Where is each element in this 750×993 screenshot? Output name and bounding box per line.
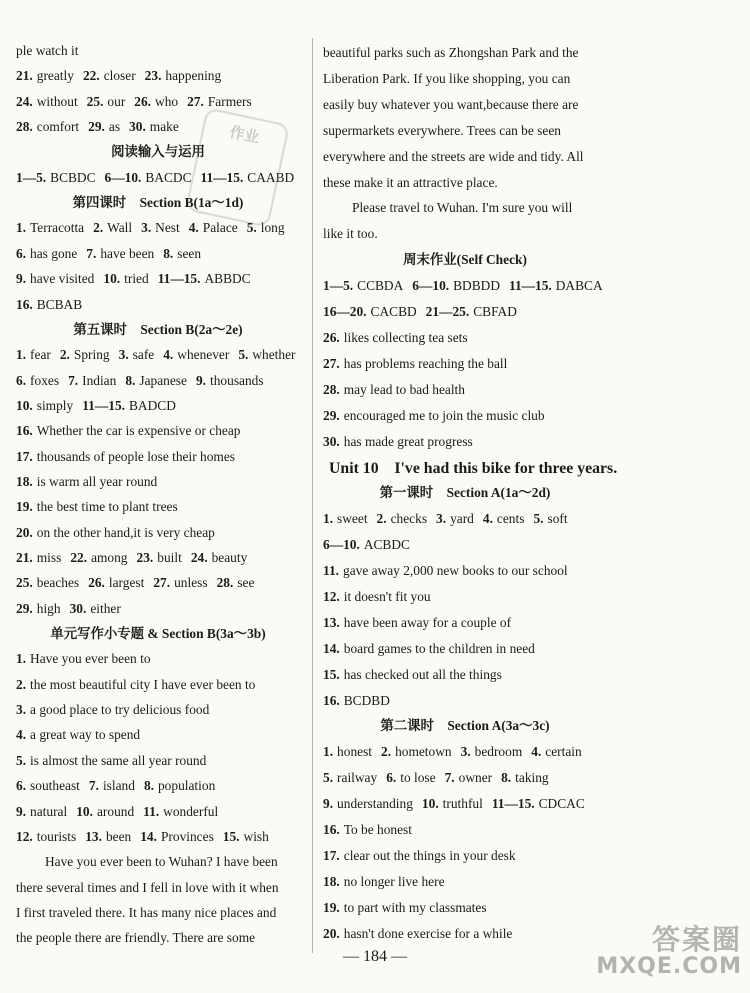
answer-text: high bbox=[36, 600, 61, 616]
answer-line bbox=[323, 278, 603, 294]
answer-text: CCBDA bbox=[357, 278, 404, 294]
answer-text: Wall bbox=[107, 220, 133, 236]
text-line: beautiful parks such as Zhongshan Park and the bbox=[323, 45, 579, 60]
question-number: 7. bbox=[68, 372, 79, 388]
question-number: 4. bbox=[482, 511, 493, 527]
answer-text: is warm all year round bbox=[36, 473, 158, 489]
question-number: 14. bbox=[323, 640, 340, 656]
answer-line bbox=[16, 829, 269, 845]
question-number: 10. bbox=[421, 796, 439, 812]
question-number: 1—5. bbox=[323, 278, 354, 294]
text-line: ple watch it bbox=[16, 43, 79, 58]
answer-text: among bbox=[91, 550, 128, 565]
question-number: 3. bbox=[460, 744, 471, 760]
answer-line bbox=[16, 677, 255, 693]
answer-line bbox=[16, 778, 215, 794]
answer-text: gave away 2,000 new books to our school bbox=[343, 563, 568, 578]
answer-text: Terracotta bbox=[30, 220, 85, 236]
answer-text: safe bbox=[132, 347, 155, 363]
question-number: 21—25. bbox=[425, 304, 470, 319]
answer-text: Provinces bbox=[160, 828, 214, 844]
answer-text: miss bbox=[36, 550, 62, 565]
answer-text: BCBAB bbox=[36, 296, 83, 312]
answer-text: around bbox=[96, 803, 135, 819]
question-number: 20. bbox=[323, 925, 340, 941]
answer-text: largest bbox=[108, 575, 145, 591]
answer-text: tourists bbox=[36, 828, 77, 844]
question-number: 6. bbox=[16, 778, 27, 794]
question-number: 30. bbox=[129, 119, 146, 135]
question-number: 24. bbox=[16, 93, 33, 109]
answer-text: encouraged me to join the music club bbox=[343, 407, 545, 423]
answer-text: beaches bbox=[36, 575, 80, 591]
watermark-stamp-logo: 作业 bbox=[185, 107, 290, 227]
question-number: 25. bbox=[86, 93, 104, 109]
answer-line bbox=[16, 651, 151, 667]
unit-title: Unit 10 I've had this bike for three years. bbox=[329, 460, 618, 478]
question-number: 27. bbox=[187, 93, 204, 109]
answer-line bbox=[323, 693, 390, 709]
answer-text: understanding bbox=[337, 796, 413, 812]
answer-text: long bbox=[260, 220, 285, 236]
answer-text: is almost the same all year round bbox=[30, 752, 207, 768]
answer-line bbox=[323, 304, 517, 320]
answer-text: the best time to plant trees bbox=[36, 499, 178, 515]
question-number: 2. bbox=[381, 744, 392, 760]
question-number: 14. bbox=[140, 828, 157, 844]
answer-text: whenever bbox=[177, 347, 230, 363]
answer-text: bedroom bbox=[474, 744, 523, 760]
question-number: 1. bbox=[16, 347, 27, 363]
answer-text: no longer live here bbox=[343, 873, 445, 889]
answer-text: owner bbox=[458, 770, 493, 786]
section-heading: 第二课时 Section A(3a～3c) bbox=[380, 718, 550, 734]
question-number: 1. bbox=[16, 651, 27, 667]
answer-text: BCBDC bbox=[50, 169, 96, 185]
answer-line bbox=[16, 246, 201, 262]
answer-line bbox=[323, 511, 568, 527]
question-number: 4. bbox=[163, 347, 174, 363]
answer-line bbox=[16, 119, 179, 135]
answer-line bbox=[323, 330, 468, 346]
answer-text: soft bbox=[547, 511, 568, 527]
section-heading: 第五课时 Section B(2a～2e) bbox=[73, 321, 243, 337]
answer-line bbox=[16, 727, 140, 743]
text-line: like it too. bbox=[323, 226, 378, 242]
answer-line bbox=[323, 926, 512, 942]
question-number: 13. bbox=[85, 828, 102, 844]
answer-text: has made great progress bbox=[343, 433, 473, 449]
answer-text: population bbox=[157, 778, 216, 794]
answer-line bbox=[323, 434, 473, 450]
question-number: 26. bbox=[88, 575, 105, 591]
answer-line bbox=[323, 900, 487, 916]
question-number: 21. bbox=[16, 550, 33, 565]
question-number: 17. bbox=[323, 847, 340, 863]
question-number: 12. bbox=[16, 828, 33, 844]
question-number: 30. bbox=[323, 433, 340, 449]
question-number: 11—15. bbox=[157, 271, 201, 287]
answer-text: CACBD bbox=[370, 304, 417, 319]
answer-line bbox=[16, 423, 241, 439]
answer-line bbox=[16, 449, 235, 465]
question-number: 5. bbox=[323, 770, 334, 786]
answer-text: who bbox=[155, 93, 179, 109]
answer-text: natural bbox=[30, 803, 68, 819]
answer-text: comfort bbox=[36, 119, 80, 135]
text-line: I first traveled there. It has many nice places and bbox=[16, 904, 277, 920]
text-line: the people there are friendly. There are some bbox=[16, 930, 256, 946]
question-number: 16—20. bbox=[323, 304, 367, 319]
answer-text: has problems reaching the ball bbox=[343, 355, 508, 371]
question-number: 16. bbox=[323, 692, 340, 708]
answer-text: see bbox=[237, 575, 255, 591]
question-number: 26. bbox=[323, 329, 340, 345]
question-number: 9. bbox=[323, 796, 334, 812]
question-number: 4. bbox=[16, 727, 27, 743]
answer-text: the most beautiful city I have ever been to bbox=[30, 676, 256, 692]
answer-text: BCDBD bbox=[343, 692, 390, 708]
paragraph-first-line: Please travel to Wuhan. I'm sure you will bbox=[352, 200, 573, 216]
section-heading: 第四课时 Section B(1a～1d) bbox=[72, 195, 244, 211]
answer-line bbox=[16, 347, 296, 363]
question-number: 5. bbox=[238, 347, 249, 363]
answer-text: to part with my classmates bbox=[343, 899, 487, 915]
answer-line bbox=[323, 667, 502, 683]
answer-text: thousands bbox=[210, 372, 264, 388]
answer-text: seen bbox=[177, 245, 202, 261]
answer-line bbox=[323, 615, 511, 631]
section-heading: 周末作业(Self Check) bbox=[403, 252, 527, 268]
answer-line bbox=[323, 537, 410, 553]
answer-line bbox=[16, 525, 215, 541]
question-number: 3. bbox=[436, 511, 447, 527]
question-number: 15. bbox=[222, 828, 240, 844]
answer-line bbox=[16, 550, 247, 566]
answer-text: yard bbox=[450, 511, 474, 527]
answer-line bbox=[16, 804, 218, 820]
question-number: 6—10. bbox=[323, 537, 360, 553]
question-number: 24. bbox=[190, 550, 208, 565]
answer-text: our bbox=[107, 93, 126, 109]
question-number: 6. bbox=[16, 245, 27, 261]
answer-text: built bbox=[157, 550, 182, 565]
answer-text: board games to the children in need bbox=[343, 640, 535, 656]
question-number: 21. bbox=[16, 68, 33, 84]
text-line: Liberation Park. If you like shopping, you can bbox=[323, 70, 571, 86]
question-number: 19. bbox=[323, 899, 340, 915]
answer-line bbox=[323, 796, 585, 812]
question-number: 11—15. bbox=[82, 397, 125, 413]
question-number: 4. bbox=[531, 744, 542, 760]
text-line: easily buy whatever you want,because there are bbox=[323, 96, 579, 112]
column-divider bbox=[312, 38, 313, 953]
question-number: 4. bbox=[188, 220, 199, 236]
question-number: 20. bbox=[16, 524, 33, 540]
question-number: 19. bbox=[16, 499, 33, 515]
question-number: 6—10. bbox=[104, 169, 142, 185]
answer-text: railway bbox=[337, 770, 378, 786]
answer-line bbox=[16, 601, 121, 617]
question-number: 23. bbox=[136, 550, 154, 565]
answer-line bbox=[323, 641, 535, 657]
answer-text: wish bbox=[243, 828, 269, 844]
answer-text: as bbox=[108, 119, 121, 135]
question-number: 10. bbox=[76, 803, 93, 819]
answer-text: checks bbox=[390, 511, 428, 527]
question-number: 11. bbox=[323, 563, 339, 578]
question-number: 30. bbox=[69, 600, 87, 616]
question-number: 16. bbox=[16, 423, 33, 439]
answer-text: taking bbox=[515, 770, 549, 786]
answer-text: BDBDD bbox=[453, 278, 500, 294]
question-number: 11—15. bbox=[491, 796, 535, 812]
question-number: 16. bbox=[16, 296, 33, 312]
question-number: 23. bbox=[144, 68, 162, 84]
question-number: 6. bbox=[16, 372, 27, 388]
question-number: 9. bbox=[16, 271, 27, 287]
answer-text: thousands of people lose their homes bbox=[36, 448, 235, 464]
answer-text: to lose bbox=[400, 770, 436, 786]
answer-text: has gone bbox=[30, 245, 78, 261]
question-number: 3. bbox=[118, 347, 129, 363]
question-number: 8. bbox=[501, 770, 512, 786]
answer-line bbox=[323, 408, 545, 424]
question-number: 11—15. bbox=[200, 169, 244, 185]
answer-text: certain bbox=[545, 744, 582, 760]
answer-line bbox=[323, 848, 516, 864]
answer-line bbox=[16, 702, 209, 718]
question-number: 11—15. bbox=[508, 278, 552, 294]
text-line: there several times and I fell in love with it when bbox=[16, 879, 279, 895]
answer-text: whether bbox=[252, 347, 296, 363]
answer-text: CDCAC bbox=[538, 796, 585, 812]
answer-text: it doesn't fit you bbox=[343, 588, 431, 604]
answer-text: honest bbox=[337, 744, 373, 760]
answer-text: BACDC bbox=[145, 169, 192, 185]
question-number: 1. bbox=[323, 744, 334, 760]
question-number: 27. bbox=[153, 575, 171, 591]
section-heading: 第一课时 Section A(1a～2d) bbox=[379, 485, 551, 501]
answer-text: CAABD bbox=[247, 169, 295, 185]
answer-text: happening bbox=[165, 68, 222, 84]
text-line: these make it an attractive place. bbox=[323, 174, 498, 190]
question-number: 10. bbox=[103, 271, 121, 287]
answer-line bbox=[323, 874, 445, 890]
page-footer: — 184 — bbox=[343, 948, 407, 965]
question-number: 22. bbox=[70, 550, 88, 565]
answer-text: closer bbox=[103, 68, 136, 84]
question-number: 27. bbox=[323, 355, 340, 371]
question-number: 12. bbox=[323, 588, 340, 604]
question-number: 2. bbox=[59, 347, 70, 363]
answer-text: Nest bbox=[155, 220, 180, 236]
question-number: 1—5. bbox=[16, 169, 47, 185]
answer-text: without bbox=[36, 93, 78, 109]
question-number: 3. bbox=[16, 702, 27, 718]
answer-text: greatly bbox=[36, 68, 74, 84]
answer-text: sweet bbox=[337, 511, 368, 527]
answer-text: a good place to try delicious food bbox=[30, 702, 210, 718]
answer-line bbox=[323, 589, 431, 605]
question-number: 8. bbox=[163, 245, 174, 261]
answer-line bbox=[16, 220, 285, 236]
question-number: 25. bbox=[16, 575, 33, 591]
answer-text: have visited bbox=[30, 271, 95, 287]
answer-line bbox=[16, 499, 178, 515]
answer-text: truthful bbox=[442, 796, 483, 812]
watermark-site-logo: 答案圈 MXQE.COM bbox=[596, 923, 742, 979]
answer-text: ACBDC bbox=[363, 537, 410, 553]
question-number: 10. bbox=[16, 397, 33, 413]
answer-text: unless bbox=[174, 575, 208, 591]
question-number: 22. bbox=[82, 68, 100, 84]
question-number: 7. bbox=[88, 778, 99, 794]
answer-text: To be honest bbox=[343, 822, 412, 837]
answer-text: BADCD bbox=[129, 397, 176, 413]
answer-text: Spring bbox=[73, 347, 110, 363]
answer-text: beauty bbox=[211, 550, 248, 565]
answer-line bbox=[16, 474, 157, 490]
answer-text: either bbox=[90, 600, 121, 616]
page-number: 184 bbox=[363, 948, 387, 965]
answer-text: DABCA bbox=[555, 278, 603, 294]
answer-text: clear out the things in your desk bbox=[343, 847, 516, 863]
answer-text: have been away for a couple of bbox=[343, 614, 512, 630]
answer-text: fear bbox=[30, 347, 51, 363]
question-number: 1. bbox=[323, 511, 334, 527]
answer-text: been bbox=[105, 828, 132, 844]
question-number: 18. bbox=[323, 873, 340, 889]
answer-line bbox=[16, 373, 264, 389]
question-number: 6—10. bbox=[412, 278, 450, 294]
answer-text: ABBDC bbox=[204, 271, 251, 287]
answer-text: make bbox=[149, 119, 179, 135]
question-number: 5. bbox=[533, 511, 544, 527]
answer-line bbox=[16, 398, 176, 414]
answer-line bbox=[323, 563, 568, 579]
answer-text: have been bbox=[100, 245, 155, 261]
answer-text: Whether the car is expensive or cheap bbox=[36, 423, 241, 439]
question-number: 2. bbox=[93, 220, 104, 236]
question-number: 9. bbox=[195, 372, 207, 388]
question-number: 2. bbox=[376, 511, 387, 527]
answer-line bbox=[16, 68, 221, 84]
question-number: 7. bbox=[86, 245, 97, 261]
answer-text: on the other hand,it is very cheap bbox=[36, 524, 215, 540]
answer-line bbox=[323, 822, 412, 838]
answer-text: a great way to spend bbox=[30, 727, 141, 743]
answer-text: hasn't done exercise for a while bbox=[343, 925, 513, 941]
question-number: 17. bbox=[16, 448, 33, 464]
answer-text: Japanese bbox=[139, 372, 187, 388]
answer-line bbox=[16, 271, 251, 287]
question-number: 6. bbox=[386, 770, 397, 786]
question-number: 1. bbox=[16, 220, 27, 236]
question-number: 18. bbox=[16, 473, 33, 489]
answer-text: foxes bbox=[30, 372, 60, 388]
question-number: 8. bbox=[143, 778, 154, 794]
question-number: 5. bbox=[16, 752, 27, 768]
question-number: 5. bbox=[246, 220, 257, 236]
question-number: 11. bbox=[143, 803, 160, 819]
question-number: 7. bbox=[444, 770, 455, 786]
text-line: everywhere and the streets are wide and tidy. All bbox=[323, 148, 584, 164]
question-number: 29. bbox=[16, 600, 33, 616]
answer-text: has checked out all the things bbox=[343, 666, 502, 682]
question-number: 13. bbox=[323, 614, 340, 630]
answer-text: Have you ever been to bbox=[30, 651, 151, 667]
answer-line bbox=[323, 744, 582, 760]
answer-line bbox=[323, 356, 507, 372]
question-number: 16. bbox=[323, 822, 340, 837]
answer-text: CBFAD bbox=[473, 304, 517, 319]
answer-text: Palace bbox=[202, 220, 238, 236]
section-heading: 单元写作小专题 & Section B(3a～3b) bbox=[50, 626, 266, 642]
question-number: 28. bbox=[16, 119, 33, 135]
text-line: supermarkets everywhere. Trees can be seen bbox=[323, 122, 561, 138]
question-number: 8. bbox=[125, 372, 136, 388]
answer-text: hometown bbox=[395, 744, 452, 760]
answer-text: Indian bbox=[82, 372, 117, 388]
answer-line bbox=[16, 297, 82, 313]
section-heading: 阅读输入与运用 bbox=[111, 144, 205, 160]
answer-text: simply bbox=[36, 397, 74, 413]
answer-line bbox=[323, 382, 465, 398]
question-number: 29. bbox=[88, 119, 105, 135]
question-number: 3. bbox=[141, 220, 152, 236]
answer-text: may lead to bad health bbox=[343, 381, 465, 397]
answer-line bbox=[16, 94, 252, 110]
question-number: 9. bbox=[16, 803, 27, 819]
question-number: 28. bbox=[323, 381, 340, 397]
answer-text: wonderful bbox=[163, 803, 219, 819]
answer-text: Farmers bbox=[207, 93, 252, 109]
question-number: 29. bbox=[323, 407, 340, 423]
question-number: 15. bbox=[323, 666, 340, 682]
answer-text: southeast bbox=[30, 778, 80, 794]
answer-text: island bbox=[102, 778, 135, 794]
answer-text: cents bbox=[496, 511, 525, 527]
question-number: 26. bbox=[134, 93, 152, 109]
answer-line bbox=[16, 753, 206, 769]
answer-line bbox=[323, 770, 549, 786]
answer-line bbox=[16, 575, 254, 591]
question-number: 2. bbox=[16, 676, 27, 692]
answer-text: likes collecting tea sets bbox=[343, 329, 468, 345]
paragraph-first-line: Have you ever been to Wuhan? I have been bbox=[45, 854, 278, 870]
answer-text: tried bbox=[124, 271, 149, 287]
question-number: 28. bbox=[216, 575, 234, 591]
